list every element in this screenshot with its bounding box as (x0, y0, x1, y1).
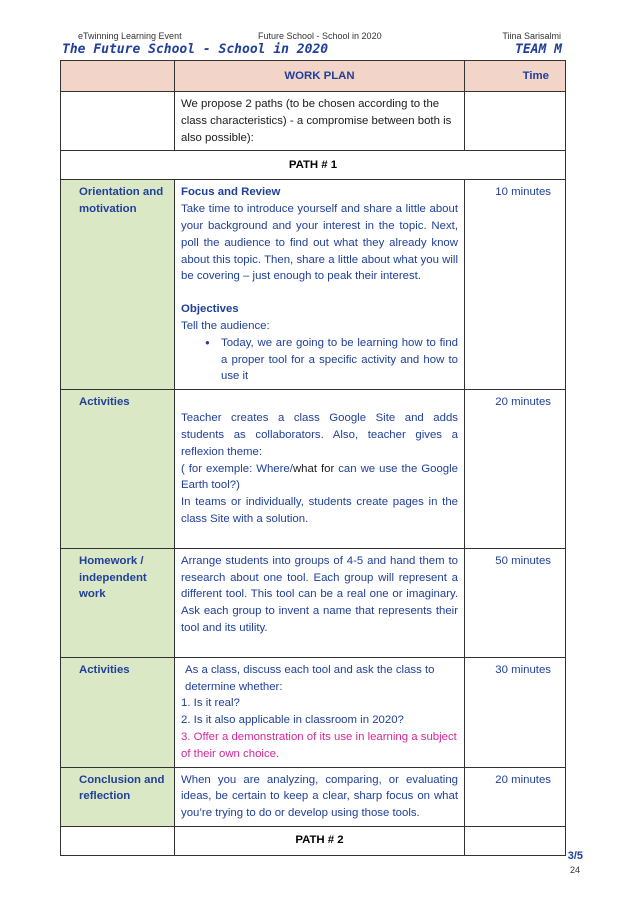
table-row (61, 548, 566, 657)
list-item: ● Today, we are going to be learning how to find a proper tool for a specific activity and how to use it (221, 335, 458, 385)
running-header (78, 31, 561, 41)
header-center: Future School - School in 2020 (258, 31, 382, 41)
objectives-intro: Tell the audience: (181, 319, 270, 332)
table-header-row (61, 61, 566, 92)
title-main: The Future School - School in 2020 (62, 42, 329, 57)
table-row (61, 390, 566, 549)
stage-content (175, 180, 465, 390)
section-body: When you are analyzing, comparing, or evaluating ideas, be certain to keep a clear, sharp focus on what you’re trying to do or develop using those tools. (181, 773, 458, 820)
work-plan-table (60, 60, 566, 856)
objectives-heading: Objectives (181, 303, 239, 316)
spacer (181, 637, 458, 653)
question-2: 2. Is it also applicable in classroom in 2020? (181, 714, 404, 727)
spacer (181, 528, 458, 544)
stage-time: 50 minutes (465, 548, 566, 657)
path1-label: PATH # 1 (61, 151, 566, 180)
page-number: 24 (569, 865, 580, 875)
stage-content (175, 657, 465, 767)
discussion-intro: As a class, discuss each tool and ask the class to determine whether: (185, 663, 435, 693)
header-left: eTwinning Learning Event (78, 31, 182, 41)
spacer (181, 285, 458, 301)
stage-content (175, 767, 465, 826)
section-body: Arrange students into groups of 4-5 and hand them to research about one tool. Each group will represent a different tool. This tool can be a real one or imaginary. Ask each group to invent a name that represents their tool and its utility. (181, 554, 458, 634)
path2-empty-cell (61, 826, 175, 855)
section-heading: Focus and Review (181, 186, 281, 199)
section-body-2: In teams or individually, students create pages in the class Site with a solution. (181, 496, 458, 525)
intro-time-cell (465, 92, 566, 151)
path2-time-cell (465, 826, 566, 855)
stage-content (175, 390, 465, 549)
stage-label: Conclusion and reflection (61, 767, 175, 826)
path2-label: PATH # 2 (175, 826, 465, 855)
intro-text: We propose 2 paths (to be chosen according to the class characteristics) - a compromise between both is also possible): (175, 92, 465, 151)
table-row (61, 657, 566, 767)
stage-label: Activities (61, 390, 175, 549)
header-right: Tiina Sarisalmi (502, 31, 561, 41)
stage-time: 20 minutes (465, 767, 566, 826)
example-pre: ( for exemple: Where/ (181, 462, 293, 475)
objectives-list (181, 335, 458, 385)
stage-time: 30 minutes (465, 657, 566, 767)
stage-content (175, 548, 465, 657)
header-stage-cell (61, 61, 175, 92)
stage-label: Orientation and motivation (61, 180, 175, 390)
spacer (181, 394, 458, 410)
document-title (62, 42, 562, 57)
example-mid: what for (292, 462, 335, 475)
intro-row (61, 92, 566, 151)
header-time-cell: Time (465, 61, 566, 92)
stage-label: Homework / independent work (61, 548, 175, 657)
stage-label: Activities (61, 657, 175, 767)
section-body: Take time to introduce yourself and share a little about your background and your interest in the topic. Next, poll the audience to find out what they already know about this topic. Then, share a little about what you will be covering – just enough to peak their interest. (181, 203, 458, 283)
stage-time: 10 minutes (465, 180, 566, 390)
path2-row (61, 826, 566, 855)
stage-time: 20 minutes (465, 390, 566, 549)
question-3: 3. Offer a demonstration of its use in learning a subject of their own choice. (181, 730, 457, 760)
section-body: Teacher creates a class Google Site and adds students as collaborators. Also, teacher gives a reflexion theme: (181, 412, 458, 458)
page-fraction: 3/5 (567, 850, 583, 862)
header-workplan-cell: WORK PLAN (175, 61, 465, 92)
title-team: TEAM M (515, 42, 562, 57)
table-row (61, 180, 566, 390)
example-line (181, 461, 458, 495)
example-post: can we use the Google Earth tool?) (181, 462, 458, 492)
path1-row (61, 151, 566, 180)
intro-empty-cell (61, 92, 175, 151)
table-row (61, 767, 566, 826)
question-1: 1. Is it real? (181, 697, 240, 710)
